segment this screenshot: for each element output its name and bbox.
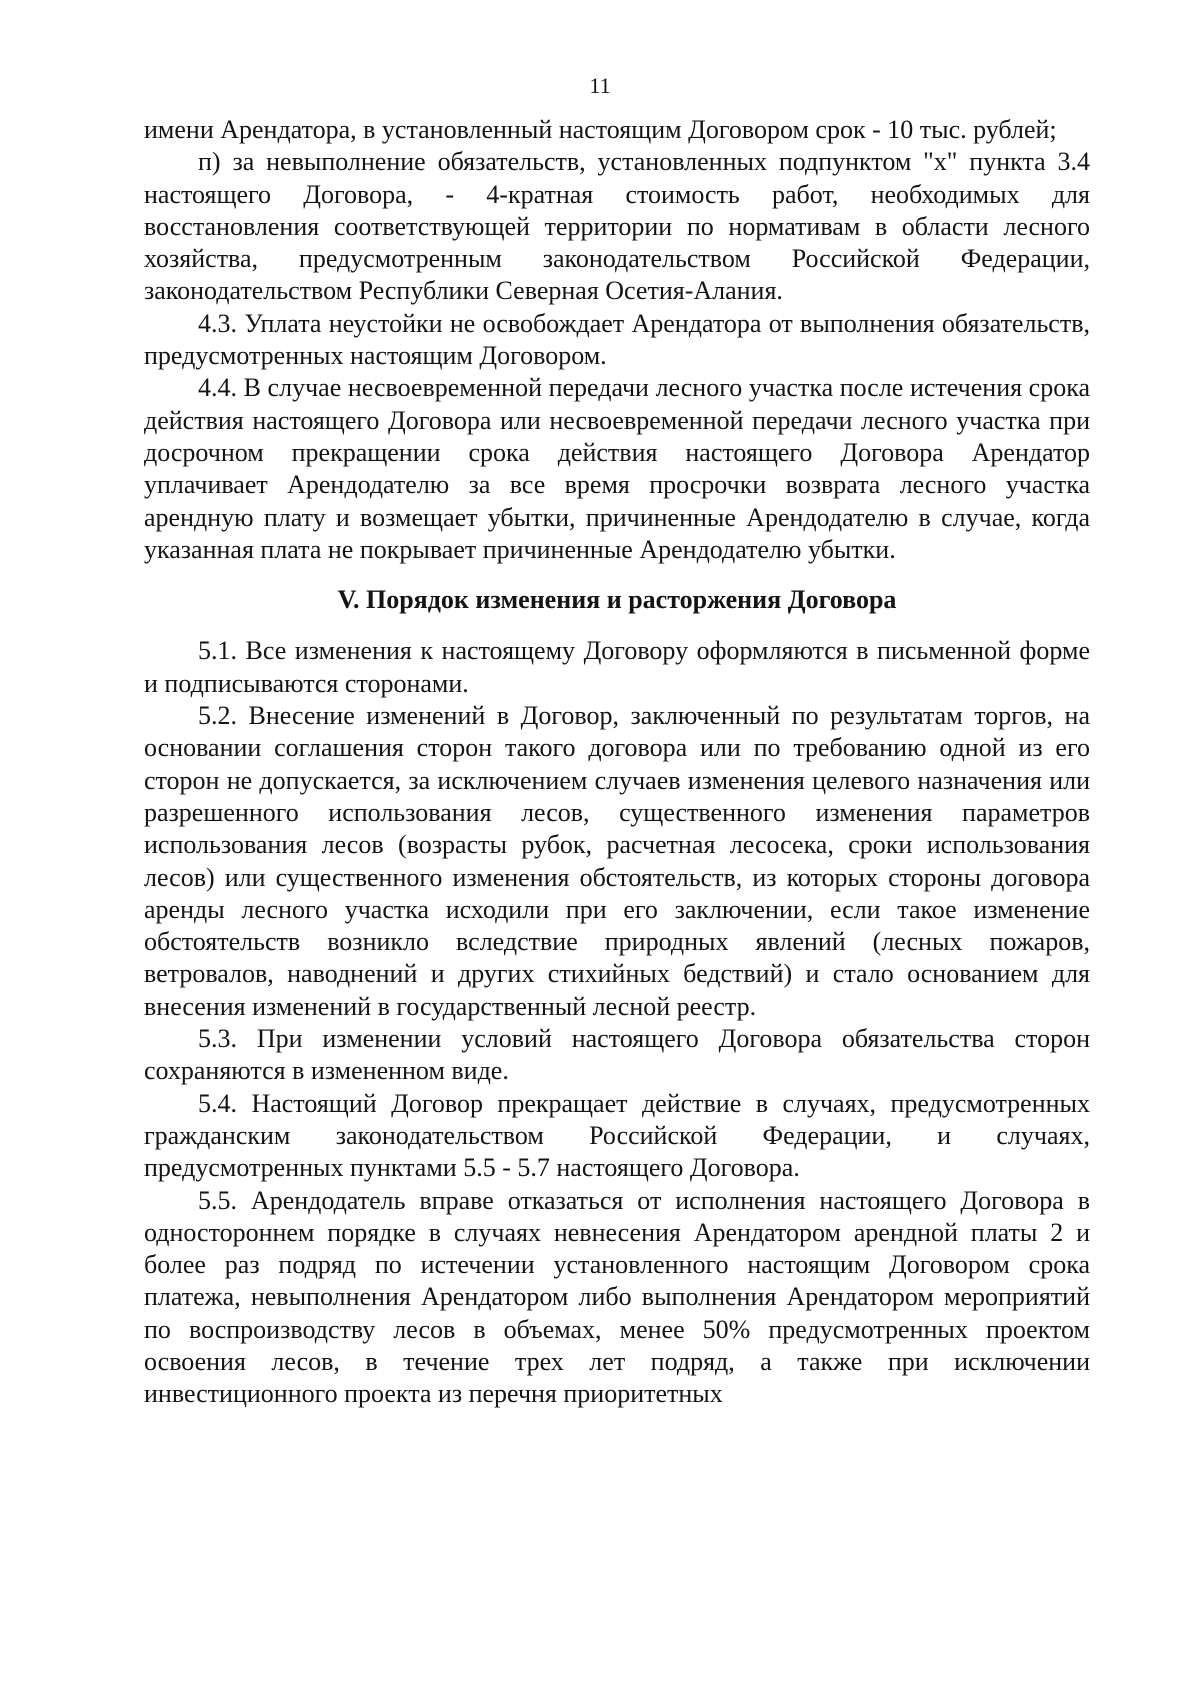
section-v-heading: V. Порядок изменения и расторжения Договора (337, 585, 897, 615)
paragraph-4-4: 4.4. В случае несвоевременной передачи лесного участка после истечения срока действия настоящего Договора или несвоевременной передачи лесного участка при досрочном прекращении срока действия настоящего Договора Арендатор уплачивает Арендодателю за все время просрочки возврата лесного участка арендную плату и возмещает убытки, причиненные Арендодателю в случае, когда указанная плата не покрывает причиненные Арендодателю убытки. (144, 373, 1090, 564)
page-number: 11 (589, 73, 611, 98)
paragraph-item-p: п) за невыполнение обязательств, установленных подпунктом "х" пункта 3.4 настоящего Договора, - 4-кратная стоимость работ, необходимых для восстановления соответствующей территории по нормативам в области лесного хозяйства, предусмотренным законодательством Российской Федерации, законодательством Республики Северная Осетия-Алания. (144, 147, 1090, 306)
paragraph-5-4: 5.4. Настоящий Договор прекращает действие в случаях, предусмотренных гражданским законодательством Российской Федерации, и случаях, предусмотренных пунктами 5.5 - 5.7 настоящего Договора. (144, 1088, 1090, 1183)
paragraph-continuation: имени Арендатора, в установленный настоящим Договором срок - 10 тыс. рублей; (144, 115, 1057, 144)
paragraph-5-3: 5.3. При изменении условий настоящего Договора обязательства сторон сохраняются в измененном виде. (144, 1024, 1090, 1086)
document-body (144, 114, 1090, 1411)
paragraph-5-2: 5.2. Внесение изменений в Договор, заключенный по результатам торгов, на основании соглашения сторон такого договора или по требованию одной из его сторон не допускается, за исключением случаев изменения целевого назначения или разрешенного использования лесов, существенного изменения параметров использования лесов (возрасты рубок, расчетная лесосека, сроки использования лесов) или существенного изменения обстоятельств, из которых стороны договора аренды лесного участка исходили при его заключении, если такое изменение обстоятельств возникло вследствие природных явлений (лесных пожаров, ветровалов, наводнений и других стихийных бедствий) и стало основанием для внесения изменений в государственный лесной реестр. (144, 701, 1090, 1021)
paragraph-4-3: 4.3. Уплата неустойки не освобождает Арендатора от выполнения обязательств, предусмотренных настоящим Договором. (144, 308, 1090, 371)
paragraph-5-1: 5.1. Все изменения к настоящему Договору оформляются в письменной форме и подписываются сторонами. (144, 636, 1090, 698)
paragraph-5-5: 5.5. Арендодатель вправе отказаться от исполнения настоящего Договора в одностороннем порядке в случаях невнесения Арендатором арендной платы 2 и более раз подряд по истечении установленного настоящим Договором срока платежа, невыполнения Арендатором либо выполнения Арендатором мероприятий по воспроизводству лесов в объемах, менее 50% предусмотренных проектом освоения лесов, в течение трех лет подряд, а также при исключении инвестиционного проекта из перечня приоритетных (144, 1185, 1090, 1409)
